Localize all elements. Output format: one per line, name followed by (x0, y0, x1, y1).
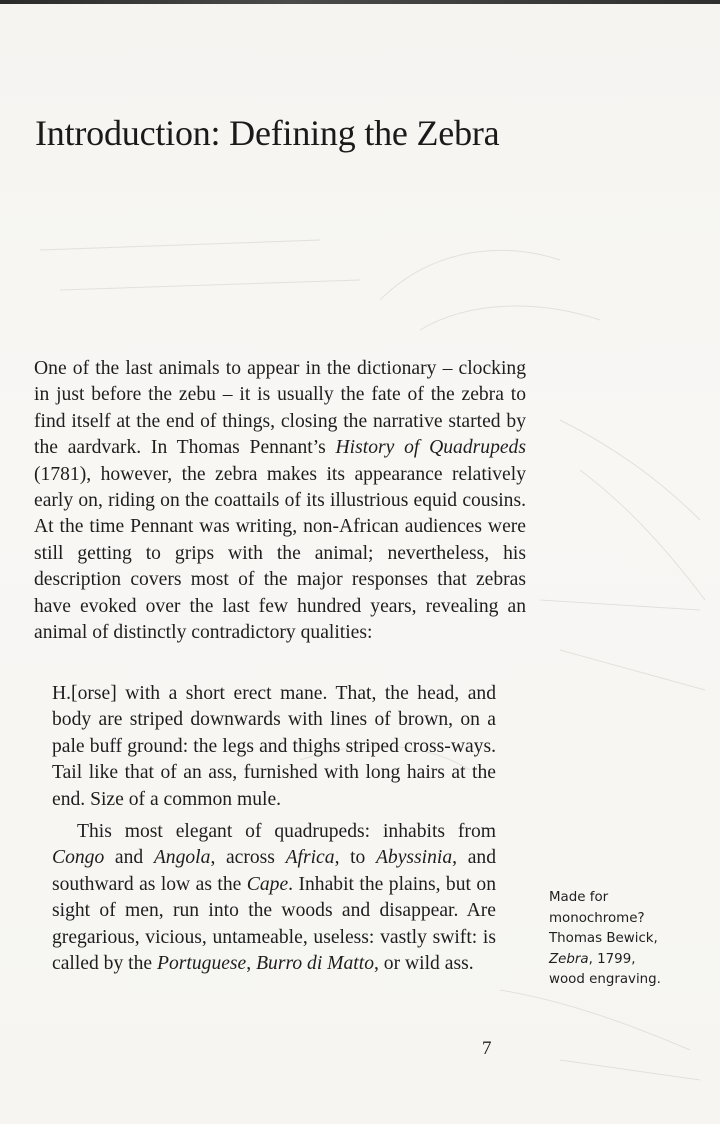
italic-text: Africa (285, 847, 335, 869)
italic-text: Congo (52, 847, 105, 869)
caption-line: Made for (549, 890, 609, 905)
text-run: (1781), however, the zebra makes its appearance relatively early on, riding on the coattails of its illustrious equid cousins. At the time Pennant was writing, non-African audiences were still getting to grips with the animal; nevertheless, his description covers most of the major responses that zebras have evoked over the last few hundred years, revealing an animal of distinctly contradictory qualities: (34, 463, 526, 644)
chapter-title: Introduction: Defining the Zebra (35, 113, 500, 153)
text-run: , and southward as low as the (52, 847, 496, 895)
text-run: , to (334, 847, 376, 869)
italic-text: Portuguese (157, 953, 247, 975)
text-run: , or wild ass. (374, 953, 474, 975)
italic-text: Angola (153, 847, 211, 869)
text-run: , across (210, 847, 286, 869)
italic-text: History of Quadrupeds (335, 437, 526, 459)
quote-paragraph-1: H.[orse] with a short erect mane. That, the head, and body are striped downwards with lines of brown, on a pale buff ground: the legs and thighs striped cross-ways. Tail like that of an ass, furnished with long hairs at the end. Size of a common mule. (52, 683, 496, 810)
caption-line: monochrome? (549, 910, 645, 926)
caption-line: Thomas Bewick, (549, 931, 658, 947)
caption-line (549, 950, 669, 971)
text-run: . Inhabit the plains, but on sight of men, run into the woods and disappear. Are gregarious, vicious, untameable, useless: vastly swift: is called by the (52, 873, 496, 975)
body-paragraph (34, 356, 526, 646)
caption-line: wood engraving. (549, 972, 661, 988)
block-quote (52, 681, 496, 977)
text-run: and (104, 847, 154, 869)
italic-text: Cape (246, 873, 289, 895)
text-run: One of the last animals to appear in the dictionary – clocking in just before the zebu – it is usually the fate of the zebra to find itself at the end of things, closing the narrative started by the aardvark. In Thomas Pennant’s (34, 358, 526, 459)
text-run: , (246, 953, 257, 975)
italic-text: Burro di Matto (256, 953, 374, 975)
quote-paragraph-2 (52, 819, 496, 977)
italic-text: Abyssinia (375, 847, 453, 869)
caption-artwork-title: Zebra (549, 951, 589, 967)
caption-date: , 1799, (588, 951, 636, 967)
page-number: 7 (482, 1038, 492, 1059)
figure-caption (549, 888, 669, 991)
text-run: This most elegant of quadrupeds: inhabits from (77, 821, 496, 843)
